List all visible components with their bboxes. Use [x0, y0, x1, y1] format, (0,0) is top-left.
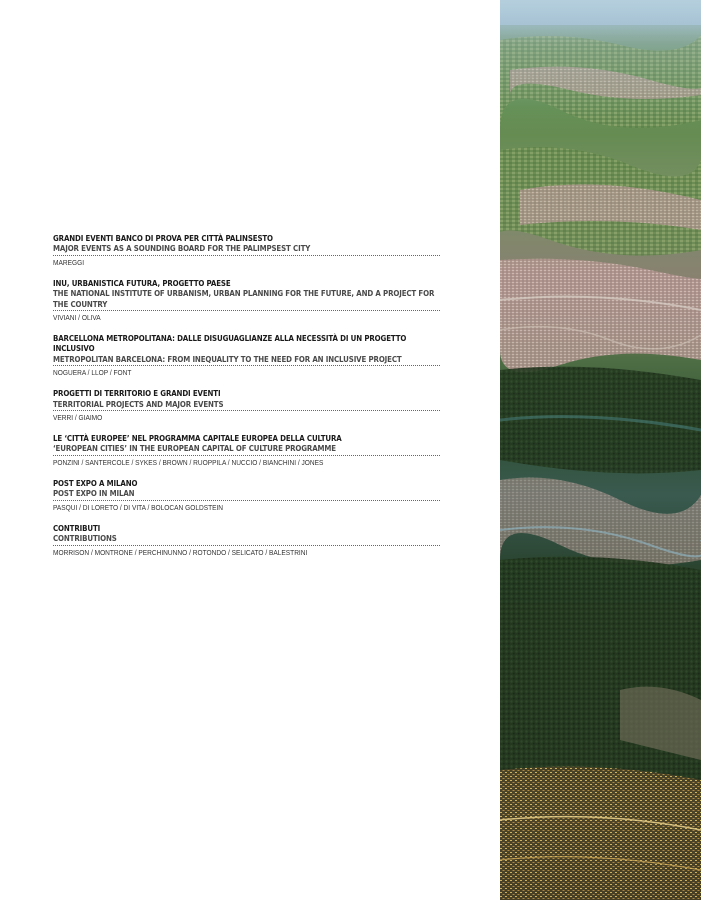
- toc-entry[interactable]: [53, 478, 440, 512]
- entry-title-italian[interactable]: GRANDI EVENTI BANCO DI PROVA PER CITTÀ PALINSESTO: [53, 233, 273, 243]
- entry-title-italian[interactable]: INU, URBANISTICA FUTURA, PROGETTO PAESE: [53, 277, 231, 288]
- entry-title-english[interactable]: CONTRIBUTIONS: [53, 533, 117, 544]
- entry-title-italian[interactable]: BARCELLONA METROPOLITANA: DALLE DISUGUAGLIANZE ALLA NECESSITÀ DI UN PROGETTO INCLUSIVO: [53, 333, 407, 354]
- dotted-divider: [53, 500, 440, 501]
- toc-entry[interactable]: [53, 388, 440, 422]
- entry-title-english[interactable]: TERRITORIAL PROJECTS AND MAJOR EVENTS: [53, 398, 224, 409]
- entry-authors: MORRISON / MONTRONE / PERCHINUNNO / ROTONDO / SELICATO / BALESTRINI: [53, 547, 308, 557]
- aerial-photo-graphic: [500, 0, 701, 900]
- toc-entry[interactable]: [53, 523, 440, 557]
- toc-entry[interactable]: [53, 333, 440, 377]
- entry-authors: MAREGGI: [53, 257, 85, 267]
- entry-title-english[interactable]: MAJOR EVENTS AS A SOUNDING BOARD FOR THE PALIMPSEST CITY: [53, 243, 311, 254]
- dotted-divider: [53, 455, 440, 456]
- toc-entry[interactable]: [53, 278, 440, 322]
- toc-entry[interactable]: [53, 433, 440, 467]
- entry-authors: PONZINI / SANTERCOLE / SYKES / BROWN / RUOPPILA / NUCCIO / BIANCHINI / JONES: [53, 457, 324, 467]
- dotted-divider: [53, 255, 440, 256]
- entry-authors: VERRI / GIAIMO: [53, 413, 103, 423]
- entry-title-english[interactable]: METROPOLITAN BARCELONA: FROM INEQUALITY TO THE NEED FOR AN INCLUSIVE PROJECT: [53, 353, 402, 364]
- entry-title-italian[interactable]: PROGETTI DI TERRITORIO E GRANDI EVENTI: [53, 388, 221, 399]
- entry-title-english[interactable]: THE NATIONAL INSTITUTE OF URBANISM, URBAN PLANNING FOR THE FUTURE, AND A PROJECT FOR THE COUNTRY: [53, 288, 435, 309]
- table-of-contents: [53, 233, 440, 568]
- entry-authors: VIVIANI / OLIVA: [53, 313, 101, 323]
- dotted-divider: [53, 365, 440, 366]
- aerial-landscape-photo: [500, 0, 701, 900]
- entry-title-italian[interactable]: CONTRIBUTI: [53, 522, 101, 533]
- entry-title-english[interactable]: ‘EUROPEAN CITIES’ IN THE EUROPEAN CAPITAL OF CULTURE PROGRAMME: [53, 443, 336, 454]
- entry-title-italian[interactable]: LE ‘CITTÀ EUROPEE’ NEL PROGRAMMA CAPITALE EUROPEA DELLA CULTURA: [53, 433, 342, 444]
- dotted-divider: [53, 410, 440, 411]
- dotted-divider: [53, 310, 440, 311]
- entry-title-english[interactable]: POST EXPO IN MILAN: [53, 488, 135, 499]
- entry-authors: PASQUI / DI LORETO / DI VITA / BOLOCAN GOLDSTEIN: [53, 502, 224, 512]
- entry-authors: NOGUERA / LLOP / FONT: [53, 368, 132, 378]
- toc-entry[interactable]: [53, 233, 440, 267]
- entry-title-italian[interactable]: POST EXPO A MILANO: [53, 477, 138, 488]
- dotted-divider: [53, 545, 440, 546]
